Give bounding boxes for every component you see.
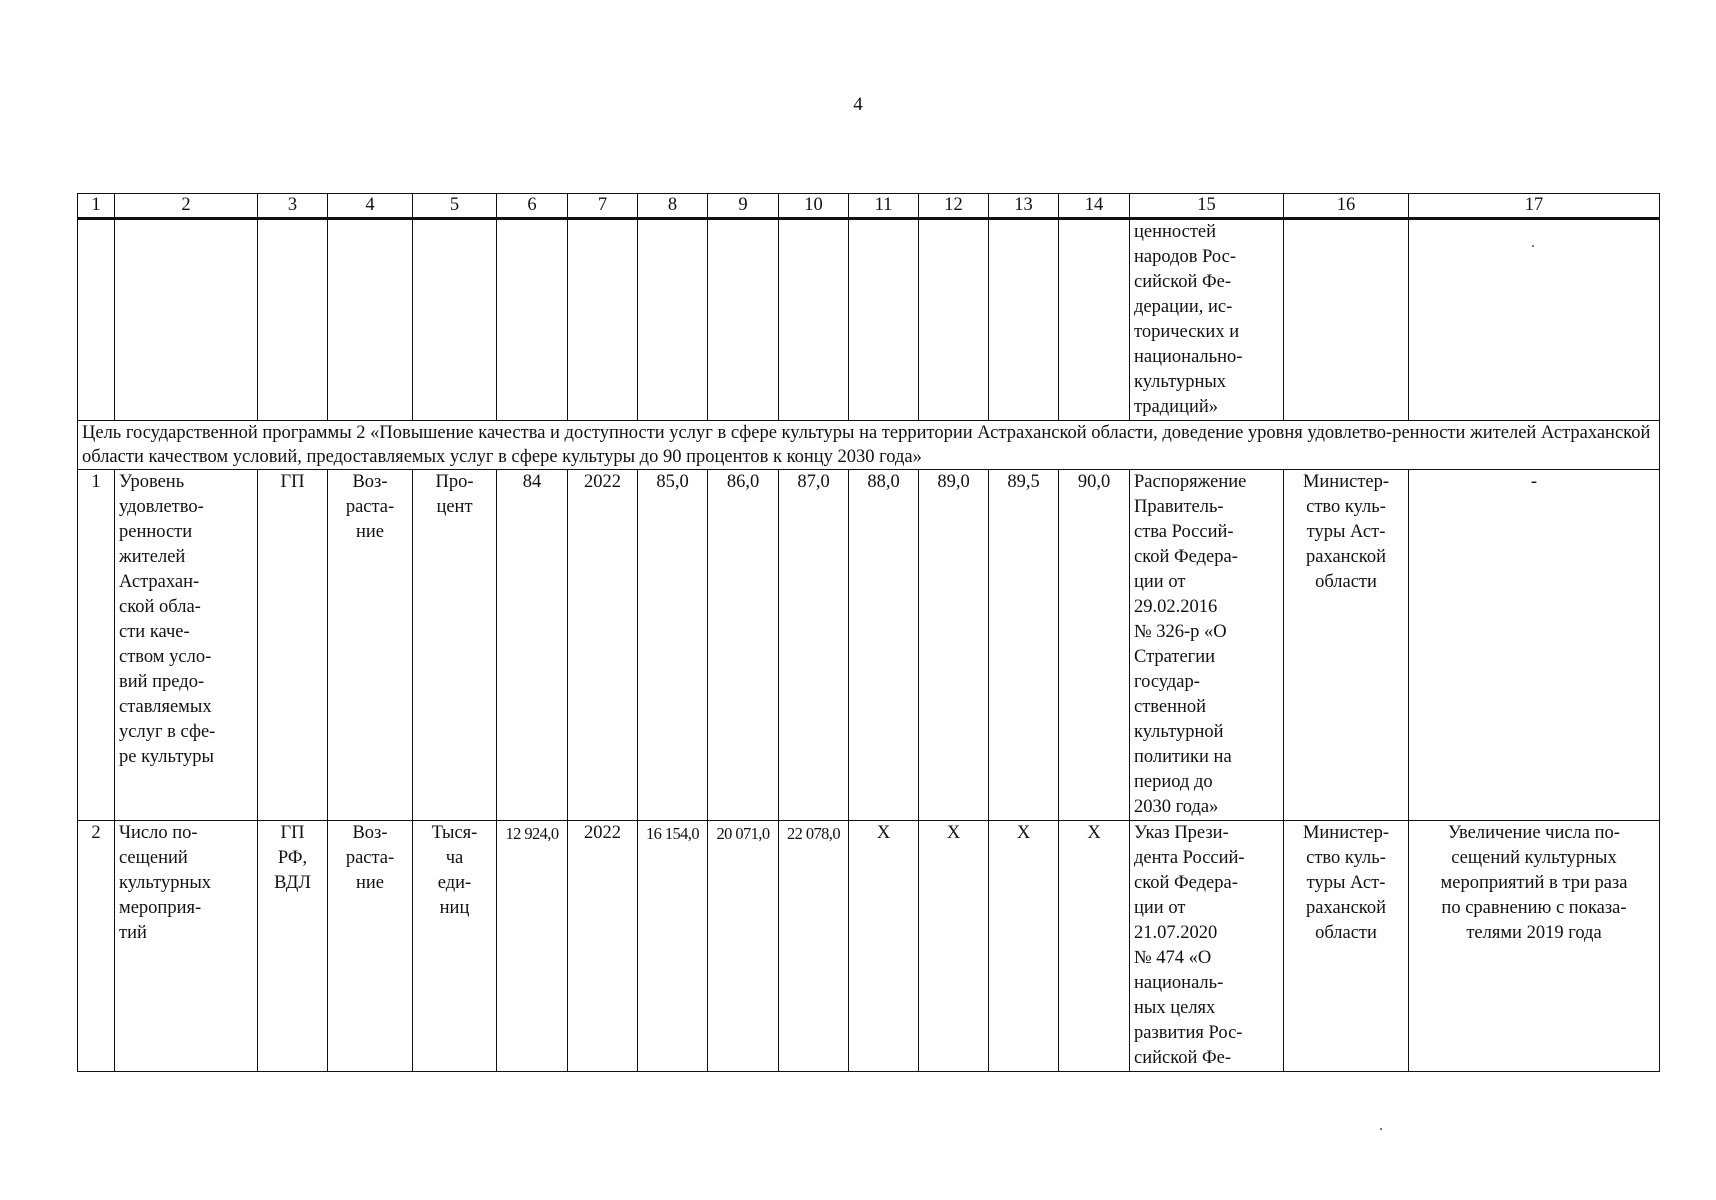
value-col12: 89,0 xyxy=(919,470,989,821)
value-col13: 89,5 xyxy=(989,470,1059,821)
indicator-name: Уровень удовлетво- ренности жителей Астрахан- ской обла- сти каче- ством усло- вий предо- ставляемых услуг в сфе- ре культуры xyxy=(115,470,258,821)
column-number: 16 xyxy=(1284,194,1409,219)
legal-document: Указ Прези- дента Россий- ской Федера- ции от 21.07.2020 № 474 «О националь- ных целях развития Рос- сийской Фе- xyxy=(1130,821,1284,1072)
column-number: 10 xyxy=(779,194,849,219)
program-goal: Цель государственной программы 2 «Повышение качества и доступности услуг в сфере культуры на территории Астраханской области, доведение уровня удовлетво-ренности жителей Астраханской области качеством условий, предоставляемых услуг в сфере культуры до 90 процентов к концу 2030 года» xyxy=(78,421,1660,470)
goal-row xyxy=(78,421,1660,470)
indicator-unit: Про- цент xyxy=(413,470,497,821)
base-year: 2022 xyxy=(568,470,638,821)
value-col13: X xyxy=(989,821,1059,1072)
value-col12: X xyxy=(919,821,989,1072)
column-number: 5 xyxy=(413,194,497,219)
column-number: 3 xyxy=(258,194,328,219)
indicators-table xyxy=(77,193,1660,1072)
legal-document: Распоряжение Правитель- ства Россий- ской Федера- ции от 29.02.2016 № 326-р «О Стратегии государ- ственной культурной политики на период до 2030 года» xyxy=(1130,470,1284,821)
note: - xyxy=(1409,470,1660,821)
value-col14: 90,0 xyxy=(1059,470,1130,821)
base-year: 2022 xyxy=(568,821,638,1072)
indicator-name: Число по- сещений культурных мероприя- тий xyxy=(115,821,258,1072)
column-number: 13 xyxy=(989,194,1059,219)
continued-document-cell: ценностей народов Рос- сийской Фе- дерации, ис- торических и национально- культурных традиций» xyxy=(1130,219,1284,421)
column-number: 12 xyxy=(919,194,989,219)
row-number: 2 xyxy=(78,821,115,1072)
scan-speck xyxy=(1532,245,1534,247)
column-number: 9 xyxy=(708,194,779,219)
indicator-trend: Воз- раста- ние xyxy=(328,821,413,1072)
indicator-level: ГП xyxy=(258,470,328,821)
responsible-body: Министер- ство куль- туры Аст- раханской области xyxy=(1284,821,1409,1072)
value-col11: 88,0 xyxy=(849,470,919,821)
column-number: 7 xyxy=(568,194,638,219)
table-row xyxy=(78,821,1660,1072)
value-col8: 85,0 xyxy=(638,470,708,821)
continuation-row xyxy=(78,219,1660,421)
row-number: 1 xyxy=(78,470,115,821)
base-value: 12 924,0 xyxy=(497,821,568,1072)
column-number: 14 xyxy=(1059,194,1130,219)
column-number: 17 xyxy=(1409,194,1660,219)
value-col10: 22 078,0 xyxy=(779,821,849,1072)
indicator-level: ГП РФ, ВДЛ xyxy=(258,821,328,1072)
column-number: 2 xyxy=(115,194,258,219)
scan-speck xyxy=(1380,1128,1382,1130)
value-col8: 16 154,0 xyxy=(638,821,708,1072)
column-number: 6 xyxy=(497,194,568,219)
page-number: 4 xyxy=(853,94,863,115)
indicator-unit: Тыся- ча еди- ниц xyxy=(413,821,497,1072)
column-number: 4 xyxy=(328,194,413,219)
column-number: 1 xyxy=(78,194,115,219)
value-col10: 87,0 xyxy=(779,470,849,821)
indicator-trend: Воз- раста- ние xyxy=(328,470,413,821)
base-value: 84 xyxy=(497,470,568,821)
note: Увеличение числа по- сещений культурных мероприятий в три раза по сравнению с показа- телями 2019 года xyxy=(1409,821,1660,1072)
responsible-body: Министер- ство куль- туры Аст- раханской области xyxy=(1284,470,1409,821)
value-col9: 20 071,0 xyxy=(708,821,779,1072)
column-number: 11 xyxy=(849,194,919,219)
column-number: 15 xyxy=(1130,194,1284,219)
column-number-row xyxy=(78,194,1660,219)
value-col11: X xyxy=(849,821,919,1072)
value-col9: 86,0 xyxy=(708,470,779,821)
column-number: 8 xyxy=(638,194,708,219)
value-col14: X xyxy=(1059,821,1130,1072)
table-row xyxy=(78,470,1660,821)
